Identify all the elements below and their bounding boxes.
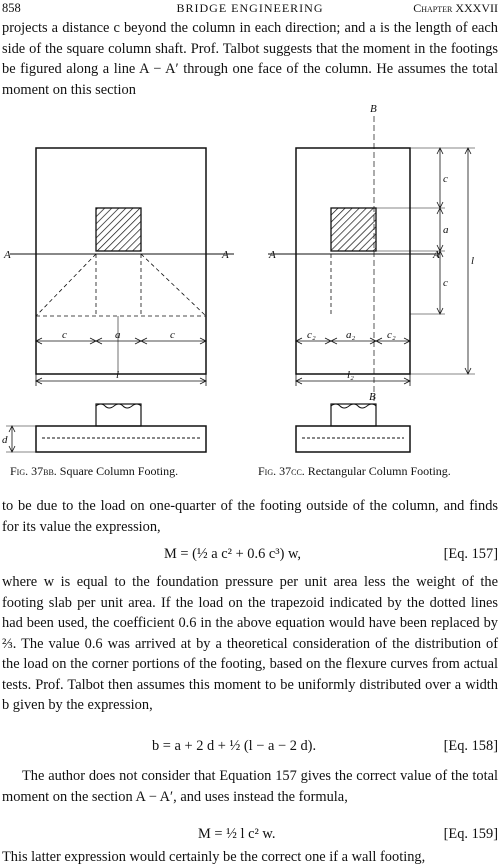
figures-svg	[0, 86, 500, 486]
caption-text: Rectangular Column Footing.	[307, 464, 451, 478]
equation-159-formula: M = ½ l c² w.	[198, 826, 276, 842]
column-section	[331, 208, 376, 251]
label-l: l	[116, 369, 120, 381]
caption-fig-37cc	[258, 464, 451, 479]
label-l2: l₂	[347, 369, 354, 381]
column-elevation	[96, 404, 141, 426]
equation-158-formula: b = a + 2 d + ½ (l − a − 2 d).	[152, 738, 317, 754]
column-section	[96, 208, 141, 251]
label-c2-left: c₂	[307, 329, 316, 341]
label-l-vertical: l	[471, 255, 475, 267]
paragraph-author	[2, 766, 498, 807]
column-elevation	[331, 404, 376, 426]
paragraph-w	[2, 572, 498, 716]
paragraph-last-text: This latter expression would certainly be the correct one if a wall footing,	[2, 849, 426, 865]
paragraph-w-text: where w is equal to the foundation pressure per unit area less the weight of the footing slab per unit area. If the load on the trapezoid indicated by the dotted lines had been used, the coefficient 0.6 in the above equation would have been replaced by ⅔. The value 0.6 was arrived at by a theoretical consideration of the distribution of the load on the corner portions of the footing, based on the flexure curves from actual tests. Prof. Talbot then assumes this moment to be uniformly distributed over a width b given by the expression,	[2, 574, 498, 713]
caption-number: Fig. 37bb.	[10, 464, 57, 478]
trapezoid-dotted-line	[141, 254, 206, 316]
label-c-vertical-bottom: c	[443, 277, 448, 289]
label-c2-right: c₂	[387, 329, 396, 341]
fig-37bb-drawing	[6, 148, 234, 452]
paragraph-mid-text: to be due to the load on one-quarter of the footing outside of the column, and finds for its value the expression,	[2, 498, 498, 535]
figures-block	[0, 86, 500, 486]
paragraph-author-text: The author does not consider that Equation 157 gives the correct value of the total moment on the section A − A′, and uses instead the formula,	[2, 768, 498, 805]
label-a-dim: a	[115, 329, 121, 341]
label-a-right: A	[222, 249, 229, 261]
label-d: d	[2, 434, 8, 446]
caption-text: Square Column Footing.	[59, 464, 179, 478]
footing-slab-elevation	[36, 426, 206, 452]
label-a-left: A	[4, 249, 11, 261]
column-break-line	[331, 404, 376, 408]
footing-slab-elevation	[296, 426, 410, 452]
label-b-top: B	[370, 103, 377, 115]
equation-157-formula: M = (½ a c² + 0.6 c³) w,	[164, 546, 302, 562]
paragraph-mid	[2, 496, 498, 537]
equation-158-number: [Eq. 158]	[443, 738, 498, 754]
chapter-label: Chapter XXXVII	[413, 1, 498, 15]
equation-159	[2, 826, 498, 846]
running-title: BRIDGE ENGINEERING	[176, 1, 324, 15]
label-a-right: A	[433, 249, 440, 261]
page-number: 858	[2, 1, 21, 15]
label-a-vertical: a	[443, 224, 449, 236]
label-c-left: c	[62, 329, 67, 341]
caption-fig-37bb	[10, 464, 178, 479]
trapezoid-dotted-line	[36, 254, 96, 316]
equation-159-number: [Eq. 159]	[443, 826, 498, 842]
running-header	[2, 1, 498, 17]
paragraph-top-text: projects a distance c beyond the column in each direction; and a is the length of each side of the square column shaft. Prof. Talbot suggests that the moment in the footings be figured along a line A − A′ through one face of the column. He assumes the total moment on this section	[2, 20, 498, 98]
equation-158	[2, 738, 498, 758]
label-a2: a₂	[346, 329, 356, 341]
caption-number: Fig. 37cc.	[258, 464, 305, 478]
column-break-line	[96, 404, 141, 408]
label-c-right: c	[170, 329, 175, 341]
label-c-vertical-top: c	[443, 173, 448, 185]
label-b-bottom: B	[369, 391, 376, 403]
equation-157-number: [Eq. 157]	[443, 546, 498, 562]
label-a-left: A	[269, 249, 276, 261]
equation-157	[2, 546, 498, 566]
paragraph-last	[2, 847, 498, 868]
